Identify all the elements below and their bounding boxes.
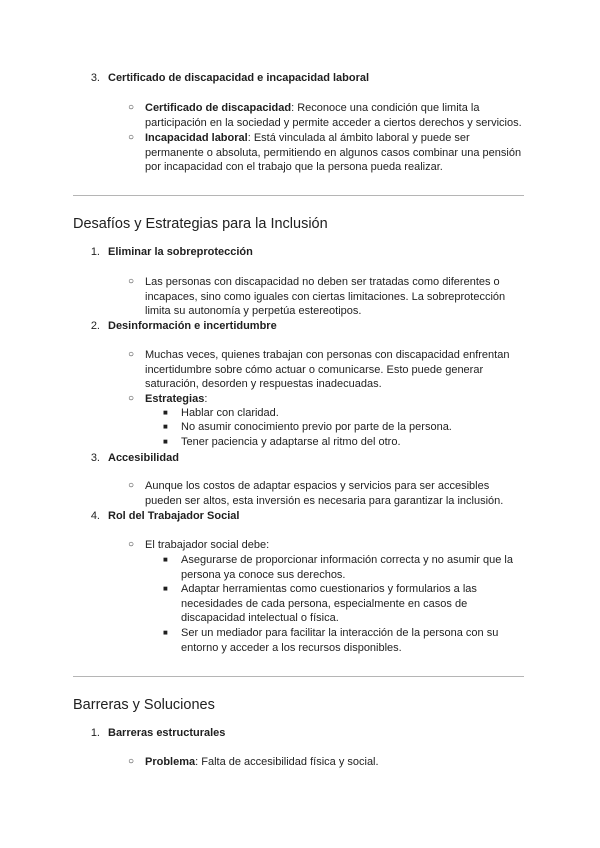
square-bullet-icon: ■ bbox=[163, 422, 168, 431]
sub-bullet-text: Ser un mediador para facilitar la interacción de la persona con su entorno y acceder a los recursos disponibles. bbox=[181, 627, 499, 654]
horizontal-divider bbox=[73, 195, 524, 196]
list-item-title: Desinformación e incertidumbre bbox=[108, 320, 277, 332]
circle-bullet-icon: ○ bbox=[128, 756, 135, 767]
list-item-title: Certificado de discapacidad e incapacidad laboral bbox=[108, 72, 370, 84]
circle-bullet-icon: ○ bbox=[128, 393, 135, 404]
section-heading: Desafíos y Estrategias para la Inclusión bbox=[73, 216, 328, 232]
sub-bullet-text: Asegurarse de proporcionar información correcta y no asumir que la persona ya conoce sus derechos. bbox=[181, 554, 513, 581]
bullet-text: Muchas veces, quienes trabajan con personas con discapacidad enfrentan incertidumbre sobre cómo actuar o comunicarse. Esto puede generar saturación, desorden y respuestas inadecuadas. bbox=[145, 349, 510, 390]
circle-bullet-icon: ○ bbox=[128, 349, 135, 360]
list-number: 2. bbox=[90, 320, 100, 332]
square-bullet-icon: ■ bbox=[163, 437, 168, 446]
list-number: 1. bbox=[90, 727, 100, 739]
bullet-text: Certificado de discapacidad: Reconoce una condición que limita la participación en la sociedad y permite acceder a ciertos derechos y servicios. bbox=[145, 102, 522, 129]
strategy-item: Hablar con claridad. bbox=[181, 407, 279, 419]
circle-bullet-icon: ○ bbox=[128, 480, 135, 491]
circle-bullet-icon: ○ bbox=[128, 276, 135, 287]
list-item-title: Accesibilidad bbox=[108, 452, 179, 464]
circle-bullet-icon: ○ bbox=[128, 102, 135, 113]
bullet-text: Aunque los costos de adaptar espacios y servicios para ser accesibles pueden ser altos, esta inversión es necesaria para garantizar la inclusión. bbox=[145, 480, 504, 507]
list-number: 4. bbox=[90, 510, 100, 522]
strategies-label: Estrategias: bbox=[145, 393, 208, 405]
list-item-title: Barreras estructurales bbox=[108, 727, 226, 739]
square-bullet-icon: ■ bbox=[163, 555, 168, 564]
list-item-title: Eliminar la sobreprotección bbox=[108, 246, 253, 258]
bullet-text: El trabajador social debe: bbox=[145, 539, 270, 551]
square-bullet-icon: ■ bbox=[163, 408, 168, 417]
horizontal-divider bbox=[73, 676, 524, 677]
list-number: 3. bbox=[90, 72, 100, 84]
square-bullet-icon: ■ bbox=[163, 628, 168, 637]
sub-bullet-text: Adaptar herramientas como cuestionarios y formularios a las necesidades de cada persona, especialmente en casos de discapacidad intelectual o física. bbox=[181, 583, 477, 624]
square-bullet-icon: ■ bbox=[163, 584, 168, 593]
bullet-text: Las personas con discapacidad no deben ser tratadas como diferentes o incapaces, sino como iguales con ciertas limitaciones. La sobreprotección limita su autonomía y perpetúa estereotipos. bbox=[145, 276, 506, 317]
circle-bullet-icon: ○ bbox=[128, 539, 135, 550]
strategy-item: Tener paciencia y adaptarse al ritmo del otro. bbox=[181, 436, 401, 448]
bullet-text: Incapacidad laboral: Está vinculada al ámbito laboral y puede ser permanente o absoluta, permitiendo en algunos casos combinar una pensión por incapacidad con el trabajo que la persona pueda realizar. bbox=[145, 132, 522, 173]
strategy-item: No asumir conocimiento previo por parte de la persona. bbox=[181, 421, 452, 433]
bullet-text: Problema: Falta de accesibilidad física y social. bbox=[145, 756, 379, 768]
list-item-title: Rol del Trabajador Social bbox=[108, 510, 240, 522]
list-number: 3. bbox=[90, 452, 100, 464]
section-heading: Barreras y Soluciones bbox=[73, 697, 215, 713]
circle-bullet-icon: ○ bbox=[128, 132, 135, 143]
list-number: 1. bbox=[90, 246, 100, 258]
